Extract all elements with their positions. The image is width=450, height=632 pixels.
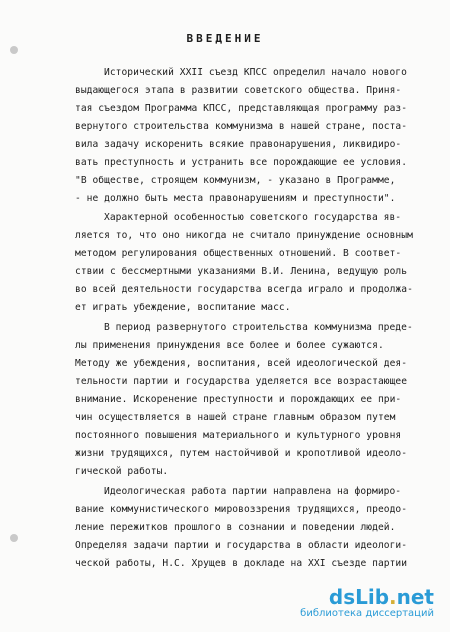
text-line: вернутого строительства коммунизма в нашей стране, поста- bbox=[75, 121, 408, 132]
text-line: во всей деятельности государства всегда играло и продолжа- bbox=[75, 284, 413, 295]
text-line: "В обществе, строящем коммунизм, - указано в Программе, bbox=[75, 175, 396, 186]
text-line: вила задачу искоренить всякие правонарушения, ликвидиро- bbox=[75, 139, 402, 150]
text-line: ляется то, что оно никогда не считало принуждение основным bbox=[75, 230, 413, 241]
text-line: ет играть убеждение, воспитание масс. bbox=[75, 302, 291, 313]
text-line: чин осуществляется в нашей стране главным образом путем bbox=[75, 412, 396, 423]
text-line: вание коммунистического мировоззрения трудящихся, преодо- bbox=[75, 504, 408, 515]
dslib-watermark[interactable] bbox=[300, 587, 434, 620]
text-line: тельности партии и государства уделяется все возрастающее bbox=[75, 376, 408, 387]
text-line: постоянного повышения материального и культурного уровня bbox=[75, 430, 402, 441]
logo-dot: . bbox=[389, 585, 397, 609]
watermark-subtitle: библиотека диссертаций bbox=[300, 608, 434, 619]
punch-hole bbox=[10, 534, 18, 542]
document-title: ВВЕДЕНИЕ bbox=[186, 32, 264, 45]
text-line: гической работы. bbox=[75, 466, 169, 477]
logo-tld-text: net bbox=[396, 585, 434, 609]
dslib-logo bbox=[300, 587, 434, 607]
logo-main-text: dsLib bbox=[328, 585, 390, 609]
text-line: вать преступность и устранить все порождающие ее условия. bbox=[75, 157, 408, 168]
text-line: Исторический XXII съезд КПСС определил начало нового bbox=[104, 67, 407, 78]
text-line: Методу же убеждения, воспитания, всей идеологической дея- bbox=[75, 358, 408, 369]
text-line: ческой работы, Н.С. Хрущев в докладе на XXI съезде партии bbox=[75, 558, 408, 569]
text-line: выдающегося этапа в развитии советского общества. Приня- bbox=[75, 85, 402, 96]
text-line: ствии с бессмертными указаниями В.И. Ленина, ведущую роль bbox=[75, 266, 408, 277]
punch-hole bbox=[10, 46, 18, 54]
text-line: методом регулирования общественных отношений. В соответ- bbox=[75, 248, 402, 259]
text-line: жизни трудящихся, путем настойчивой и кропотливой идеоло- bbox=[75, 448, 408, 459]
text-line: внимание. Искоренение преступности и порождающих ее при- bbox=[75, 394, 402, 405]
text-line: тая съездом Программа КПСС, представляющая программу раз- bbox=[75, 103, 408, 114]
text-line: Определяя задачи партии и государства в области идеологи- bbox=[75, 540, 408, 551]
text-line: Характерной особенностью советского государства яв- bbox=[104, 212, 402, 223]
text-line: ление пережитков прошлого в сознании и поведении людей. bbox=[75, 522, 396, 533]
text-line: лы применения принуждения все более и более сужаются. bbox=[75, 340, 384, 351]
text-line: - не должно быть места правонарушениям и преступности". bbox=[75, 193, 396, 204]
text-line: В период развернутого строительства коммунизма преде- bbox=[104, 322, 413, 333]
text-line: Идеологическая работа партии направлена на формиро- bbox=[104, 486, 402, 497]
